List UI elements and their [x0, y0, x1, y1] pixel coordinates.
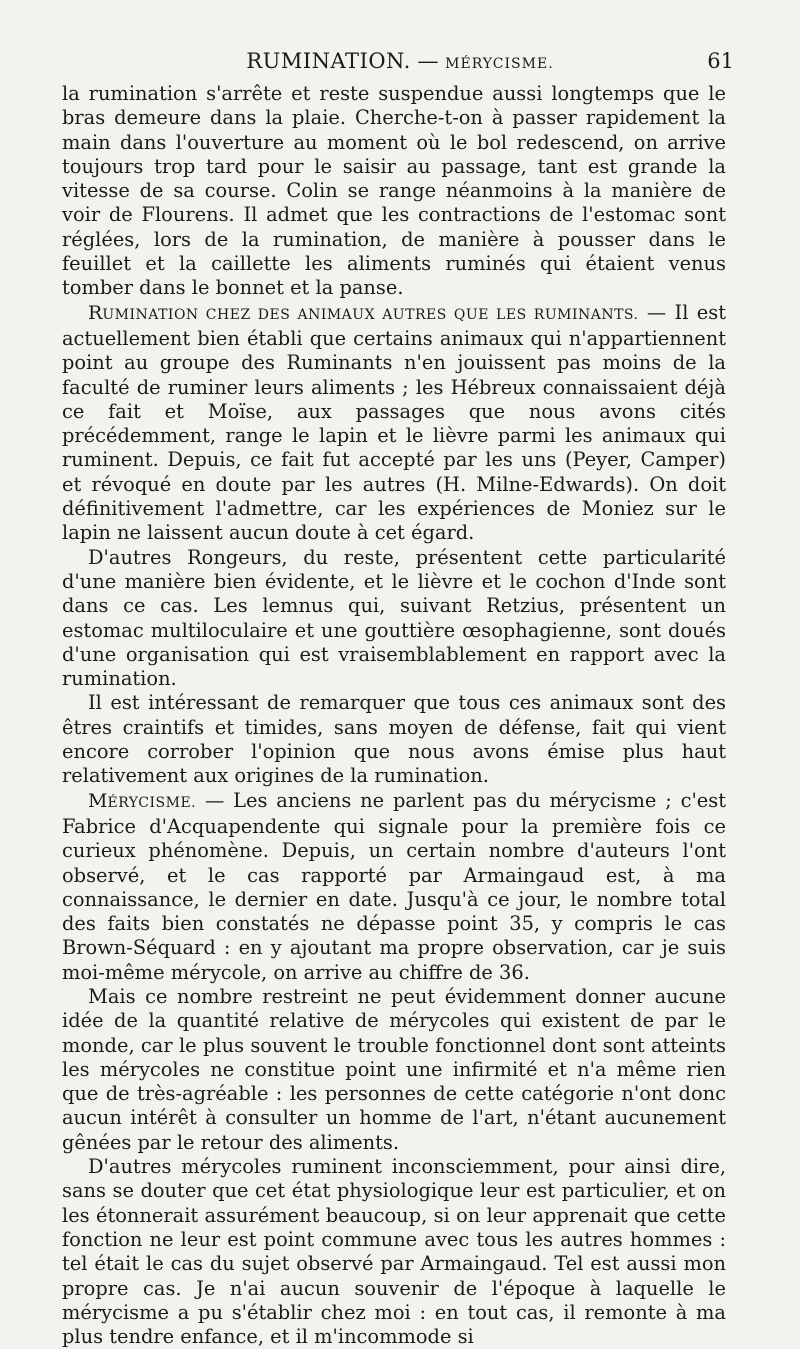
section-heading-initial: R: [88, 301, 103, 324]
paragraph-text: D'autres mérycoles ruminent inconsciemment, pour ainsi dire, sans se douter que cet état physiologique leur est particulier, et on les étonnerait assurément beaucoup, si on leur apprenait que cette fonction ne leur est point commune avec tous les autres hommes : tel était le cas du sujet observé par Armaingaud. Tel est aussi mon propre cas. Je n'ai aucun souvenir de l'époque à laquelle le mérycisme a pu s'établir chez moi : en tout cas, il remonte à ma plus tendre enfance, et il m'incommode si: [62, 1155, 726, 1349]
paragraph-2: [62, 301, 726, 546]
paragraph-5: [62, 789, 726, 985]
paragraph-1: [62, 82, 726, 301]
paragraph-6: [62, 985, 726, 1155]
paragraph-text: — Il est actuellement bien établi que certains animaux qui n'appartiennent point au groupe des Ruminants n'en jouissent pas moins de la faculté de ruminer leurs aliments ; les Hébreux connaissaient déjà ce fait et Moïse, aux passages que nous avons cités précédemment, range le lapin et le lièvre parmi les animaux qui ruminent. Depuis, ce fait fut accepté par les uns (Peyer, Camper) et révoqué en doute par les autres (H. Milne-Edwards). On doit définitivement l'admettre, car les expériences de Moniez sur le lapin ne laissent aucun doute à cet égard.: [62, 300, 726, 545]
running-title-sub: MÉRYCISME.: [445, 56, 554, 72]
running-title-separator: —: [410, 49, 446, 73]
paragraph-text: — Les anciens ne parlent pas du mérycisme ; c'est Fabrice d'Acquapendente qui signale pour la première fois ce curieux phénomène. Depuis, un certain nombre d'auteurs l'ont observé, et le cas rapporté par Armaingaud est, à ma connaissance, le dernier en date. Jusqu'à ce jour, le nombre total des faits bien constatés ne dépasse point 35, y compris le cas Brown-Séquard : en y ajoutant ma propre observation, car je suis moi-même mérycole, on arrive au chiffre de 36.: [62, 788, 726, 984]
paragraph-text: D'autres Rongeurs, du reste, présentent cette particularité d'une manière bien évidente, et le lièvre et le cochon d'Inde sont dans ce cas. Les lemnus qui, suivant Retzius, présentent un estomac multiloculaire et une gouttière œsophagienne, sont doués d'une organisation qui est vraisemblablement en rapport avec la rumination.: [62, 545, 726, 691]
section-heading-merycisme: ÉRYCISME.: [107, 794, 197, 811]
paragraph-3: [62, 546, 726, 692]
running-title-main: RUMINATION.: [246, 49, 411, 73]
running-header: [62, 44, 738, 78]
paragraph-text: Mais ce nombre restreint ne peut évidemment donner aucune idée de la quantité relative de mérycoles qui existent de par le monde, car le plus souvent le trouble fonctionnel dont sont atteints les mérycoles ne constitue point une infirmité et n'a même rien que de très-agréable : les personnes de cette catégorie n'ont donc aucun intérêt à consulter un homme de l'art, n'étant aucunement gênées par le retour des aliments.: [62, 984, 726, 1154]
paragraph-text: la rumination s'arrête et reste suspendue aussi longtemps que le bras demeure dans la plaie. Cherche-t-on à passer rapidement la main dans l'ouverture au moment où le bol redescend, on arrive toujours trop tard pour le saisir au passage, tant est grande la vitesse de sa course. Colin se range néanmoins à la manière de voir de Flourens. Il admet que les contractions de l'estomac sont réglées, lors de la rumination, de manière à pousser dans le feuillet et la caillette les aliments ruminés qui étaient venus tomber dans le bonnet et la panse.: [62, 82, 726, 300]
paragraph-4: [62, 691, 726, 788]
paragraph-7: [62, 1155, 726, 1349]
page-number: 61: [707, 49, 734, 73]
paragraph-text: Il est intéressant de remarquer que tous ces animaux sont des êtres craintifs et timides, sans moyen de défense, fait qui vient encore corrober l'opinion que nous avons émise plus haut relativement aux origines de la rumination.: [62, 691, 726, 788]
section-heading-rumination-others: UMINATION CHEZ DES ANIMAUX AUTRES QUE LES RUMINANTS.: [102, 306, 639, 323]
body-text: [62, 82, 726, 1349]
section-heading-initial: M: [88, 789, 108, 812]
running-title: [62, 44, 738, 81]
